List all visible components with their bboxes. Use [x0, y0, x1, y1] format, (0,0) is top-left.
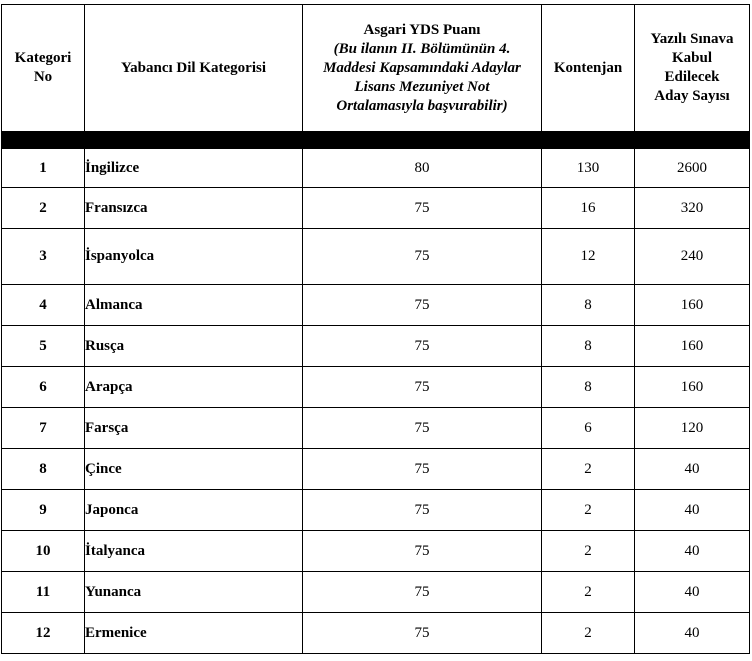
header-asgari-note-1: (Bu ilanın II. Bölümünün 4. [333, 40, 511, 57]
cell-language: Arapça [85, 367, 303, 408]
header-yazili-line3: Edilecek [664, 69, 720, 85]
header-yazili-line2: Kabul [671, 50, 713, 66]
cell-kategori-no: 4 [2, 285, 85, 326]
cell-kategori-no: 7 [2, 408, 85, 449]
table-row [2, 572, 750, 613]
cell-asgari-puan: 75 [303, 408, 542, 449]
header-yazili-line1: Yazılı Sınava [650, 31, 734, 47]
cell-asgari-puan: 75 [303, 229, 542, 285]
cell-asgari-puan: 80 [303, 149, 542, 188]
header-row [2, 5, 750, 132]
cell-aday-sayisi: 40 [635, 531, 750, 572]
cell-language: Japonca [85, 490, 303, 531]
cell-aday-sayisi: 320 [635, 188, 750, 229]
table-row [2, 229, 750, 285]
cell-kontenjan: 6 [542, 408, 635, 449]
cell-kategori-no: 3 [2, 229, 85, 285]
cell-aday-sayisi: 160 [635, 285, 750, 326]
cell-kontenjan: 16 [542, 188, 635, 229]
cell-kategori-no: 10 [2, 531, 85, 572]
language-quota-table [1, 4, 750, 654]
table-row [2, 149, 750, 188]
header-asgari-note-2: Maddesi Kapsamındaki Adaylar [323, 59, 521, 76]
cell-kategori-no: 11 [2, 572, 85, 613]
cell-asgari-puan: 75 [303, 531, 542, 572]
cell-language: Fransızca [85, 188, 303, 229]
cell-asgari-puan: 75 [303, 449, 542, 490]
header-kategori-no-line1: Kategori [14, 50, 72, 66]
cell-kategori-no: 5 [2, 326, 85, 367]
divider-cell [2, 132, 750, 149]
header-kategori-no-line2: No [33, 69, 53, 85]
cell-kontenjan: 2 [542, 531, 635, 572]
cell-asgari-puan: 75 [303, 613, 542, 654]
table-row [2, 449, 750, 490]
cell-kontenjan: 2 [542, 572, 635, 613]
cell-kontenjan: 8 [542, 326, 635, 367]
table-row [2, 408, 750, 449]
cell-aday-sayisi: 160 [635, 326, 750, 367]
cell-aday-sayisi: 2600 [635, 149, 750, 188]
cell-language: Rusça [85, 326, 303, 367]
cell-kontenjan: 2 [542, 490, 635, 531]
cell-kontenjan: 2 [542, 449, 635, 490]
cell-asgari-puan: 75 [303, 285, 542, 326]
table-row [2, 490, 750, 531]
cell-kontenjan: 8 [542, 367, 635, 408]
cell-aday-sayisi: 120 [635, 408, 750, 449]
cell-asgari-puan: 75 [303, 326, 542, 367]
header-kontenjan: Kontenjan [542, 5, 635, 132]
table-body [2, 149, 750, 654]
cell-aday-sayisi: 40 [635, 572, 750, 613]
header-yabanci-dil: Yabancı Dil Kategorisi [85, 5, 303, 132]
header-asgari-note-4: Ortalamasıyla başvurabilir) [336, 97, 508, 114]
cell-aday-sayisi: 40 [635, 613, 750, 654]
cell-asgari-puan: 75 [303, 188, 542, 229]
cell-aday-sayisi: 40 [635, 490, 750, 531]
cell-asgari-puan: 75 [303, 572, 542, 613]
header-divider-band [2, 132, 750, 149]
cell-aday-sayisi: 240 [635, 229, 750, 285]
cell-kategori-no: 8 [2, 449, 85, 490]
cell-language: Farsça [85, 408, 303, 449]
cell-kontenjan: 8 [542, 285, 635, 326]
cell-language: Çince [85, 449, 303, 490]
cell-language: Almanca [85, 285, 303, 326]
cell-kontenjan: 12 [542, 229, 635, 285]
cell-kategori-no: 9 [2, 490, 85, 531]
table-row [2, 326, 750, 367]
table-row [2, 531, 750, 572]
cell-aday-sayisi: 40 [635, 449, 750, 490]
cell-asgari-puan: 75 [303, 490, 542, 531]
cell-language: Ermenice [85, 613, 303, 654]
header-yazili-line4: Aday Sayısı [654, 88, 730, 104]
header-yazili-sinav [635, 5, 750, 132]
cell-asgari-puan: 75 [303, 367, 542, 408]
cell-kategori-no: 12 [2, 613, 85, 654]
table-row [2, 188, 750, 229]
cell-aday-sayisi: 160 [635, 367, 750, 408]
cell-kontenjan: 130 [542, 149, 635, 188]
header-kategori-no [2, 5, 85, 132]
header-asgari-yds [303, 5, 542, 132]
cell-kategori-no: 2 [2, 188, 85, 229]
table-row [2, 285, 750, 326]
table-row [2, 613, 750, 654]
header-asgari-note-3: Lisans Mezuniyet Not [354, 78, 490, 95]
cell-language: Yunanca [85, 572, 303, 613]
header-asgari-title: Asgari YDS Puanı [363, 21, 481, 38]
table-row [2, 367, 750, 408]
cell-language: İspanyolca [85, 229, 303, 285]
cell-language: İtalyanca [85, 531, 303, 572]
cell-kontenjan: 2 [542, 613, 635, 654]
cell-kategori-no: 6 [2, 367, 85, 408]
cell-kategori-no: 1 [2, 149, 85, 188]
cell-language: İngilizce [85, 149, 303, 188]
